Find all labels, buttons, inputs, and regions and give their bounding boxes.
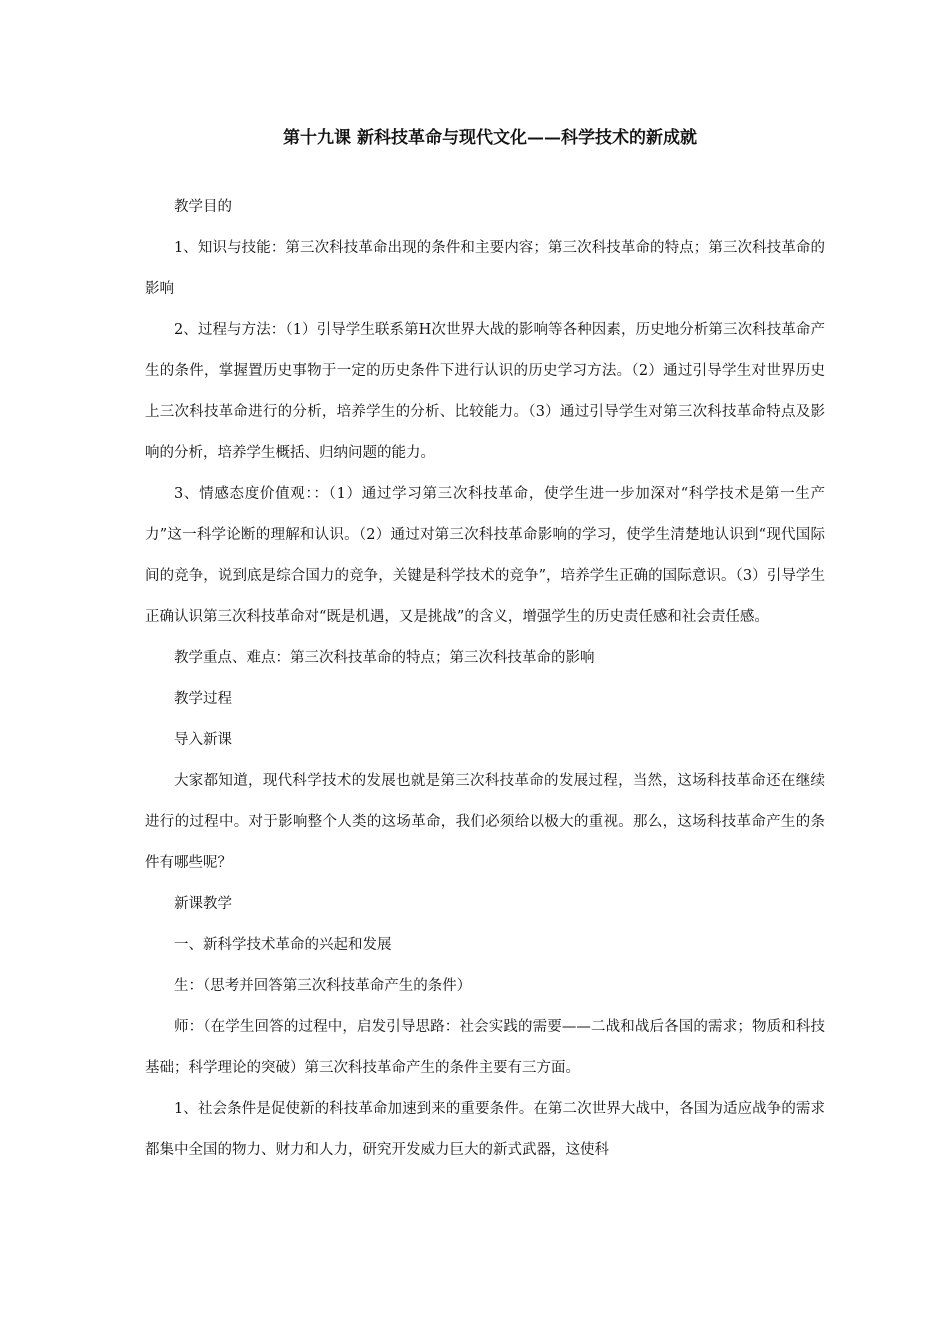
paragraph-process-methods: 2、过程与方法：（1）引导学生联系第H次世界大战的影响等各种因素，历史地分析第三次科技革命产生的条件，掌握置历史事物于一定的历史条件下进行认识的历史学习方法。（2）通过引导学生对世界历史上三次科技革命进行的分析，培养学生的分析、比较能力。（3）通过引导学生对第三次科技革命特点及影响的分析，培养学生概括、归纳问题的能力。 bbox=[145, 322, 825, 461]
paragraph-emotion-values: 3、情感态度价值观：：（1）通过学习第三次科技革命，使学生进一步加深对“科学技术是第一生产力”这一科学论断的理解和认识。（2）通过对第三次科技革命影响的学习，使学生清楚地认识到“现代国际间的竞争，说到底是综合国力的竞争，关键是科学技术的竞争”，培养学生正确的国际意识。（3）引导学生正确认识第三次科技革命对“既是机遇，又是挑战”的含义，增强学生的历史责任感和社会责任感。 bbox=[145, 486, 826, 625]
section-heading-introduction: 导入新课 bbox=[174, 732, 232, 748]
section-heading-new-lesson: 新课教学 bbox=[174, 896, 232, 912]
paragraph-social-conditions: 1、社会条件是促使新的科技革命加速到来的重要条件。在第二次世界大战中，各国为适应战争的需求都集中全国的物力、财力和人力，研究开发威力巨大的新式武器，这使科 bbox=[145, 1101, 825, 1158]
section-heading-part-one: 一、新科学技术革命的兴起和发展 bbox=[174, 937, 392, 953]
paragraph-teacher: 师：（在学生回答的过程中，启发引导思路：社会实践的需要——二战和战后各国的需求；物质和科技基础；科学理论的突破）第三次科技革命产生的条件主要有三方面。 bbox=[145, 1019, 825, 1076]
section-heading-teaching-goals: 教学目的 bbox=[174, 199, 232, 215]
section-heading-teaching-process: 教学过程 bbox=[174, 691, 232, 707]
paragraph-knowledge-skills: 1、知识与技能：第三次科技革命出现的条件和主要内容；第三次科技革命的特点；第三次科技革命的影响 bbox=[145, 240, 825, 297]
document-title: 第十九课 新科技革命与现代文化——科学技术的新成就 bbox=[283, 128, 697, 148]
paragraph-key-points: 教学重点、难点：第三次科技革命的特点；第三次科技革命的影响 bbox=[174, 650, 595, 666]
document-body bbox=[145, 187, 825, 1171]
paragraph-student: 生：（思考并回答第三次科技革命产生的条件） bbox=[174, 978, 472, 994]
paragraph-introduction: 大家都知道，现代科学技术的发展也就是第三次科技革命的发展过程，当然，这场科技革命还在继续进行的过程中。对于影响整个人类的这场革命，我们必须给以极大的重视。那么，这场科技革命产生的条件有哪些呢？ bbox=[145, 773, 825, 871]
